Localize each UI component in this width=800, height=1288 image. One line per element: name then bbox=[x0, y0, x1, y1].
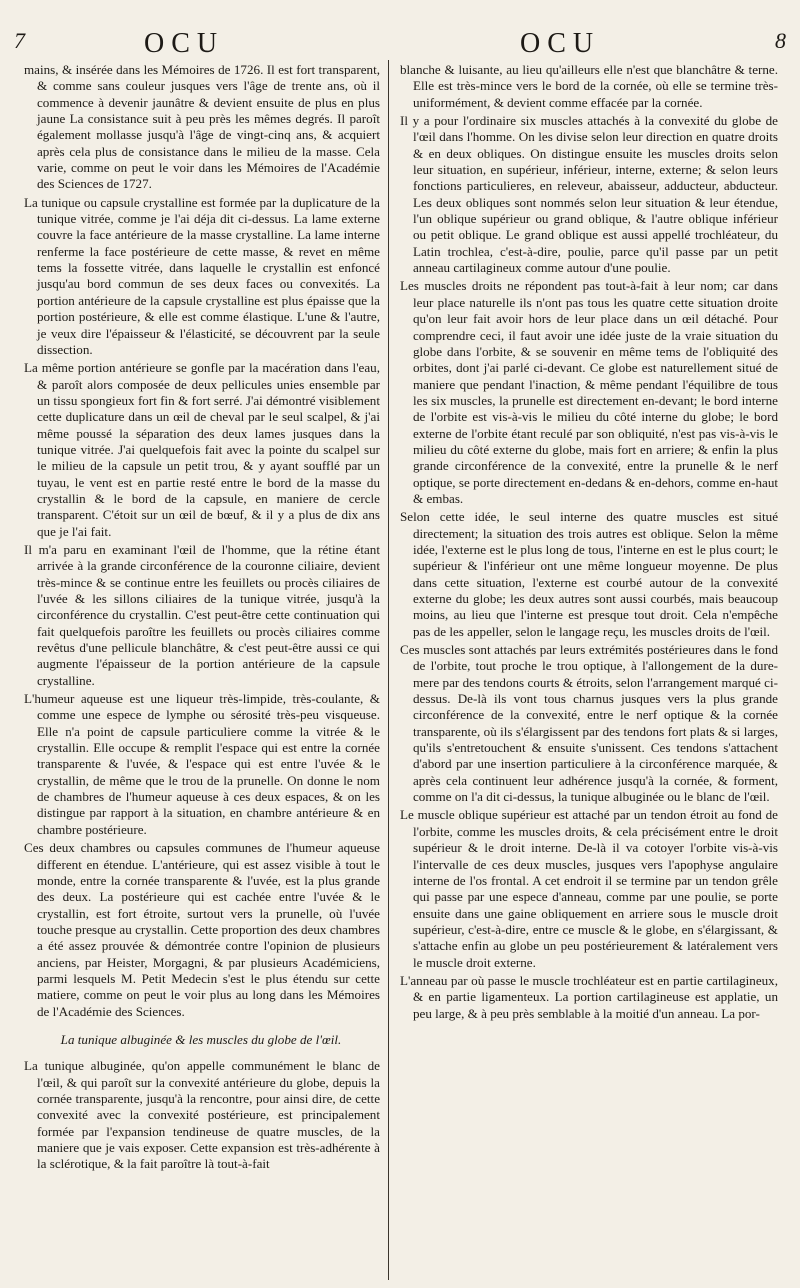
paragraph: Il y a pour l'ordinaire six muscles attachés à la convexité du globe de l'œil dans l'homme. On les divise selon leur direction en quatre droits & en deux obliques. On distingue ensuite les muscles droits selon leur situation, en supérieur, inférieur, interne, externe; & selon leurs fonctions particulieres, en releveur, abaisseur, adducteur, abducteur. Les deux obliques sont nommés selon leur situation & leur étendue, l'un oblique supérieur ou grand oblique, & l'autre oblique inférieur ou petit oblique. Le grand oblique est aussi appellé trochléateur, du Latin trochlea, c'est-à-dire, poulie, parce qu'il passe par un petit anneau cartilagineux comme autour d'une poulie. bbox=[400, 113, 778, 276]
paragraph: Selon cette idée, le seul interne des quatre muscles est situé directement; la situation des trois autres est oblique. Selon la même idée, l'externe est le plus long de tous, l'interne en est le plus court; le supérieur & l'inférieur ont une même longueur moyenne. De plus dans cette situation, l'externe est courbé autour de la convexité externe du globe; les deux autres sont aussi courbés, mais beaucoup moins, au lieu que l'interne est presque tout droit. Cela n'empêche pas de les appeller, selon le langage reçu, les muscles droits de l'œil. bbox=[400, 509, 778, 639]
page-header bbox=[0, 0, 800, 62]
paragraph: Ces deux chambres ou capsules communes de l'humeur aqueuse different en étendue. L'antérieure, qui est assez visible à tout le monde, entre la cornée transparente & l'uvée, est la plus grande des deux. La postérieure qui est cachée entre l'uvée & le crystallin, est fort étroite, surtout vers la prunelle, où l'uvée touche presque au crystallin. Cette proportion des deux chambres a été assez prouvée & démontrée contre l'opinion de plusieurs anciens, par Heister, Morgagni, & par plusieurs Académiciens, parmi lesquels M. Petit Medecin s'est le plus étendu sur cette matiere, comme on peut le voir plus au long dans les Mémoires de l'Académie des Sciences. bbox=[24, 840, 380, 1019]
paragraph: Il m'a paru en examinant l'œil de l'homme, que la rétine étant arrivée à la grande circonférence de la couronne ciliaire, devient très-mince & se continue entre les feuillets ou procès ciliaires de l'uvée & les sillons ciliaires de la tunique vitrée, jusqu'à la circonférence du crystallin. C'est peut-être cette continuation qui fait quelquefois paroître les feuillets ou procès ciliaires comme revêtus d'une pellicule blanchâtre, & c'est peut-être aussi ce qui augmente l'épaisseur de la portion antérieure de la capsule crystalline. bbox=[24, 541, 380, 688]
paragraph: L'humeur aqueuse est une liqueur très-limpide, très-coulante, & comme une espece de lymphe ou sérosité très-peu visqueuse. Elle n'a point de capsule particuliere comme la vitrée & le crystallin. Elle occupe & remplit l'espace qui est entre la cornée transparente & l'uvée, & l'espace qui est entre l'uvée & le crystallin, de même que le trou de la prunelle. On donne le nom de chambres de l'humeur aqueuse à ces deux espaces, & on les distingue par rapport à la situation, en chambre antérieure & en chambre postérieure. bbox=[24, 691, 380, 837]
page-number-right: 8 bbox=[775, 28, 786, 53]
column-divider bbox=[388, 60, 389, 1280]
section-heading: La tunique albuginée & les muscles du globe de l'œil. bbox=[60, 1031, 342, 1047]
paragraph: L'anneau par où passe le muscle trochléateur est en partie cartilagineux, & en partie ligamenteux. La portion cartilagineuse est applatie, un peu large, & à peu près semblable à la moitié d'un anneau. La por- bbox=[400, 972, 778, 1021]
paragraph: mains, & insérée dans les Mémoires de 1726. Il est fort transparent, & comme sans couleur jusques vers l'âge de trente ans, où il commence à devenir jaunâtre & devient ensuite de plus en plus jaune La consistance suit à peu près les mêmes degrés. Il paroît également mollasse jusqu'à l'âge de vingt-cinq ans, & acquiert après cela plus de consistance dans le milieu de la masse. Cela varie, comme on peut le voir dans les Mémoires de l'Académie des Sciences de 1727. bbox=[24, 62, 380, 192]
paragraph: blanche & luisante, au lieu qu'ailleurs elle n'est que blanchâtre & terne. Elle est très-mince vers le bord de la cornée, où elle se termine très-uniformément, & devient comme effacée par la cornée. bbox=[400, 62, 778, 110]
paragraph: La tunique albuginée, qu'on appelle communément le blanc de l'œil, & qui paroît sur la convexité antérieure du globe, depuis la cornée transparente, jusqu'à la rencontre, pour ainsi dire, de cette convexité avec la convexité postérieure, est principalement formée par l'expansion tendineuse de quatre muscles, de la maniere que je vais exposer. Cette expansion est très-adhérente à la sclérotique, & la fait paroître là tout-à-fait bbox=[24, 1058, 380, 1172]
running-title-right: OCU bbox=[520, 28, 601, 59]
paragraph: Les muscles droits ne répondent pas tout-à-fait à leur nom; car dans leur place naturelle ils n'ont pas tous les quatre cette situation droite qu'on leur fait avoir hors de leur place dans un œil détaché. Pour comprendre ceci, il faut avoir une idée juste de la vraie situation du globe dans l'orbite, & se souvenir en même tems de l'obliquité des orbites, dont j'ai parlé ci-devant. Ce globe est naturellement situé de maniere que pendant l'inaction, & même pendant l'équilibre de tous les six muscles, la prunelle est directement en-devant; le bord interne de l'orbite est vis-à-vis le milieu du côté interne du globe; le bord externe de l'orbite étant reculé par son obliquité, n'est pas vis-à-vis le milieu du côté externe du globe, mais fort en arriere; & enfin la plus grande circonférence de la convexité, entre la prunelle & le nerf optique, se porte directement en-dedans & en-dehors, comme en-haut & embas. bbox=[400, 278, 778, 506]
running-title-left: OCU bbox=[144, 28, 225, 59]
paragraph: La même portion antérieure se gonfle par la macération dans l'eau, & paroît alors composée de deux pellicules unies ensemble par un tissu spongieux fort fin & fort serré. J'ai démontré visiblement cette duplicature dans un œil de cheval par le seul scalpel, & j'ai même poussé la séparation des deux lames jusques dans la tunique vitrée. J'ai quelquefois fait avec la pointe du scalpel sur le milieu de la capsule un petit trou, & y ayant soufflé par un tuyau, le vent est en partie resté entre le bord de la masse du crystallin & le bord de la capsule, en maniere de cercle transparent. C'étoit sur un œil de bœuf, & il y a plus de dix ans que je l'ai fait. bbox=[24, 360, 380, 539]
paragraph: Le muscle oblique supérieur est attaché par un tendon étroit au fond de l'orbite, comme les muscles droits, & cela précisément entre le droit supérieur & le droit interne. De-là il va cotoyer l'orbite vis-à-vis l'intervalle de ces deux muscles, jusques vers l'apophyse angulaire interne de l'os frontal. A cet endroit il se termine par un tendon grêle qui passe par une espece d'anneau, comme par une poulie, se porte ensuite dans une gaine obliquement en arriere sous le muscle droit supérieur, c'est-à-dire, entre ce muscle & le globe, en s'élargissant, & s'attache enfin au globe un peu postérieurement & latéralement vers le muscle droit externe. bbox=[400, 807, 778, 970]
left-column bbox=[22, 62, 380, 1280]
paragraph: Ces muscles sont attachés par leurs extrémités postérieures dans le fond de l'orbite, tout proche le trou optique, à l'allongement de la dure-mere par des tendons courts & étroits, selon l'arrangement marqué ci-dessus. De-là ils vont tous charnus jusques vers la plus grande circonférence de la convexité, entre le nerf optique & la cornée transparente, où ils s'élargissent par des tendons fort plats & si larges, qu'ils s'entretouchent & ensuite s'unissent. Ces tendons s'attachent d'abord par une insertion particuliere à la circonférence marquée, & après cela continuent leur adhérence jusqu'à la cornée, & forment, comme on l'a dit ci-dessus, la tunique albuginée ou le blanc de l'œil. bbox=[400, 642, 778, 805]
page-number-left: 7 bbox=[14, 28, 25, 53]
right-column bbox=[398, 62, 778, 1280]
paragraph: La tunique ou capsule crystalline est formée par la duplicature de la tunique vitrée, comme je l'ai déja dit ci-dessus. La lame externe couvre la face antérieure de la masse crystalline. La lame interne renferme la face postérieure de cette masse, & revet en même tems la fossette vitrée, dans laquelle le crystallin est enfoncé jusqu'au bord commun de ses deux faces ou convexités. La portion antérieure de la capsule crystalline est plus épaisse que la portion postérieure, & elle est comme élastique. L'une & l'autre, je veux dire l'épaisseur & l'élasticité, se découvrent par la seule dissection. bbox=[24, 194, 380, 357]
